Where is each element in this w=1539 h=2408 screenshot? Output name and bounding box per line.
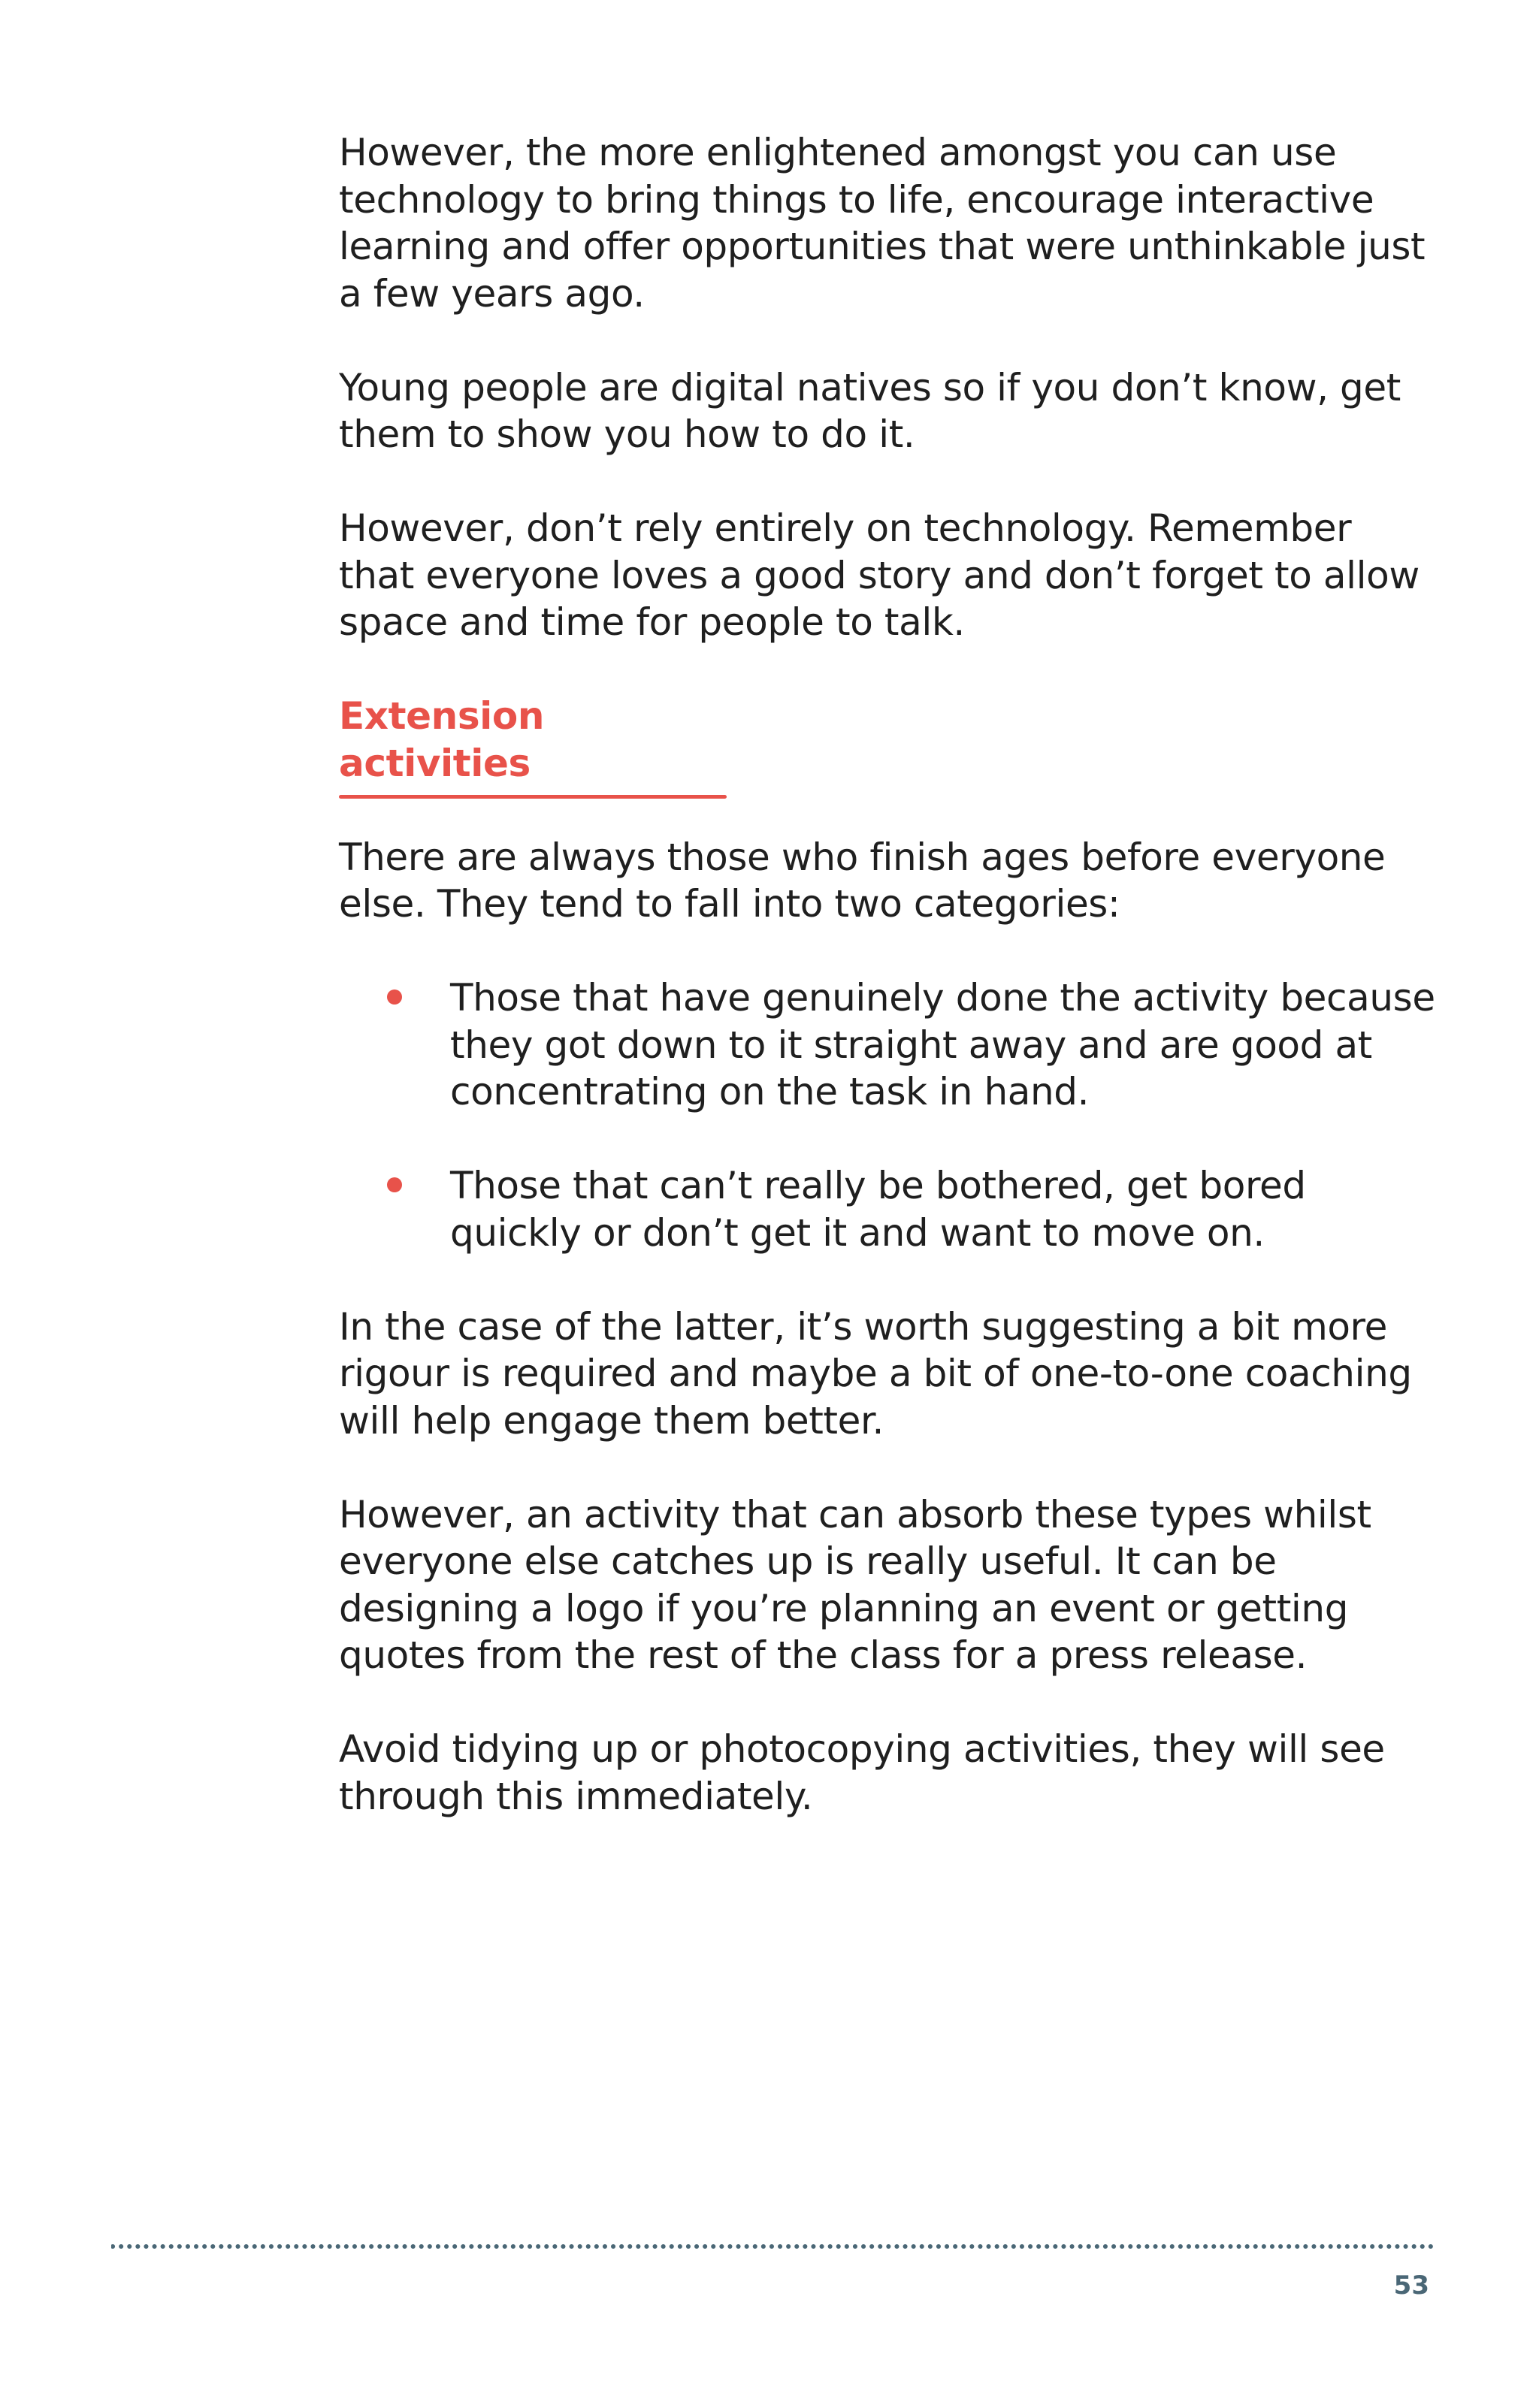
paragraph: However, the more enlightened amongst you can use technology to bring things to life, encourage interactive learning and offer opportunities that were unthinkable just a few years ago. (339, 131, 1426, 316)
page-body (339, 129, 1436, 1867)
paragraph: Avoid tidying up or photocopying activities, they will see through this immediately. (339, 1727, 1385, 1818)
list-item-text: Those that have genuinely done the activity because they got down to it straight away and are good at concentrating on the task in hand. (450, 976, 1435, 1113)
bullet-list (339, 974, 1436, 1256)
paragraph: However, an activity that can absorb these types whilst everyone else catches up is really useful. It can be designing a logo if you’re planning an event or getting quotes from the rest of the class for a press release. (339, 1492, 1371, 1677)
section-heading: Extension activities (339, 693, 727, 787)
intro-paragraph: There are always those who finish ages before everyone else. They tend to fall into two categories: (339, 835, 1386, 926)
list-item (450, 1162, 1436, 1256)
bullet-dot-icon (387, 1177, 402, 1192)
footer-dotted-divider (111, 2240, 1435, 2252)
bullet-dot-icon (387, 989, 402, 1005)
paragraph: Young people are digital natives so if you don’t know, get them to show you how to do it. (339, 365, 1401, 456)
page-number: 53 (1393, 2271, 1429, 2301)
list-item (450, 974, 1436, 1116)
list-item-text: Those that can’t really be bothered, get bored quickly or don’t get it and want to move on. (450, 1164, 1306, 1255)
paragraph: However, don’t rely entirely on technology. Remember that everyone loves a good story and don’t forget to allow space and time for people to talk. (339, 506, 1420, 644)
paragraph: In the case of the latter, it’s worth suggesting a bit more rigour is required and maybe a bit of one-to-one coaching will help engage them better. (339, 1304, 1412, 1443)
